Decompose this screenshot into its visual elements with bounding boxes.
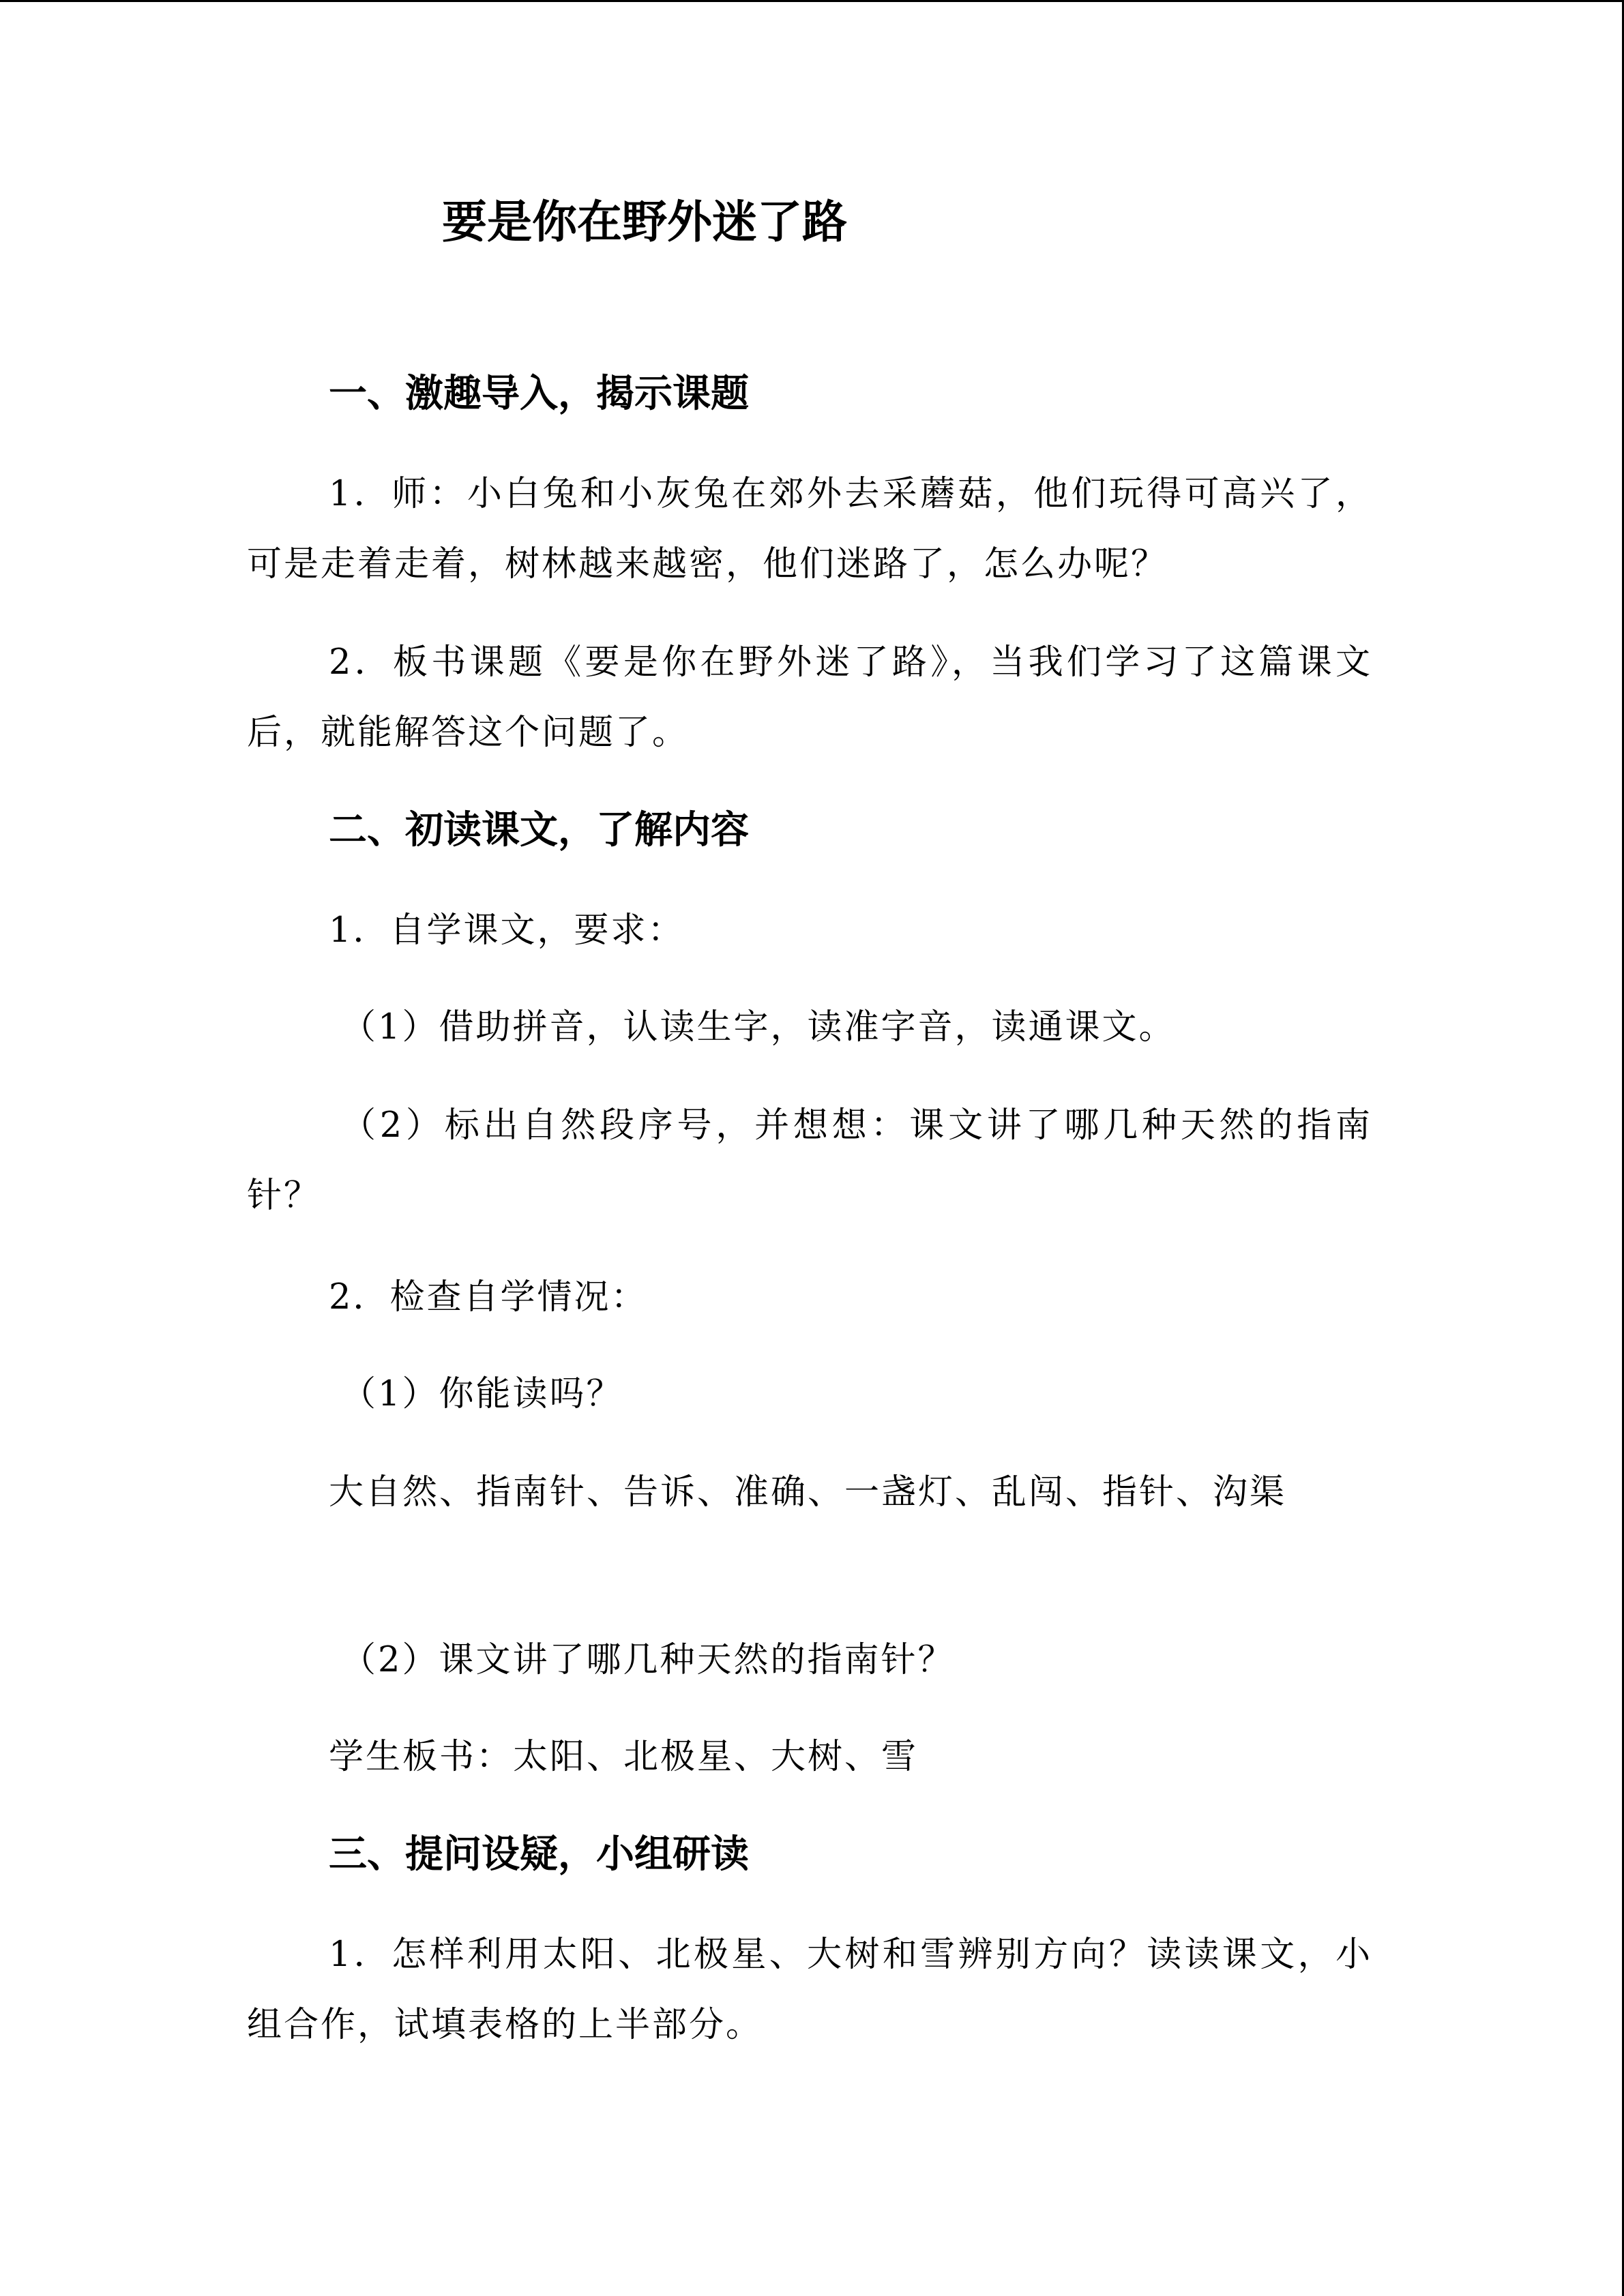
paragraph-2-3: （2）标出自然段序号，并想想：课文讲了哪几种天然的指南针？ [247, 1105, 1372, 1216]
paragraph-1-2: 2．板书课题《要是你在野外迷了路》，当我们学习了这篇课文后，就能解答这个问题了。 [247, 642, 1372, 753]
section-heading-3: 三、提问设疑，小组研读 [329, 1832, 749, 1877]
paragraph-1-1: 1．师：小白兔和小灰兔在郊外去采蘑菇，他们玩得可高兴了，可是走着走着，树林越来越密，他们迷路了，怎么办呢？ [247, 474, 1372, 584]
paragraph-2-7: （2）课文讲了哪几种天然的指南针？ [341, 1640, 955, 1680]
section-heading-2: 二、初读课文，了解内容 [329, 808, 749, 852]
paragraph-2-4: 2．检查自学情况： [329, 1277, 648, 1317]
paragraph-3-1: 1．怎样利用太阳、北极星、大树和雪辨别方向？读读课文，小组合作，试填表格的上半部分。 [247, 1935, 1372, 2045]
paragraph-2-6: 大自然、指南针、告诉、准确、一盏灯、乱闯、指针、沟渠 [329, 1472, 1287, 1512]
paragraph-2-1: 1．自学课文，要求： [329, 910, 685, 951]
paragraph-2-8: 学生板书：太阳、北极星、大树、雪 [329, 1737, 919, 1777]
document-title: 要是你在野外迷了路 [442, 196, 847, 248]
paragraph-2-2: （1）借助拼音，认读生字，读准字音，读通课文。 [341, 1007, 1176, 1047]
paragraph-2-5: （1）你能读吗？ [341, 1374, 623, 1414]
section-heading-1: 一、激趣导入，揭示课题 [329, 372, 749, 416]
